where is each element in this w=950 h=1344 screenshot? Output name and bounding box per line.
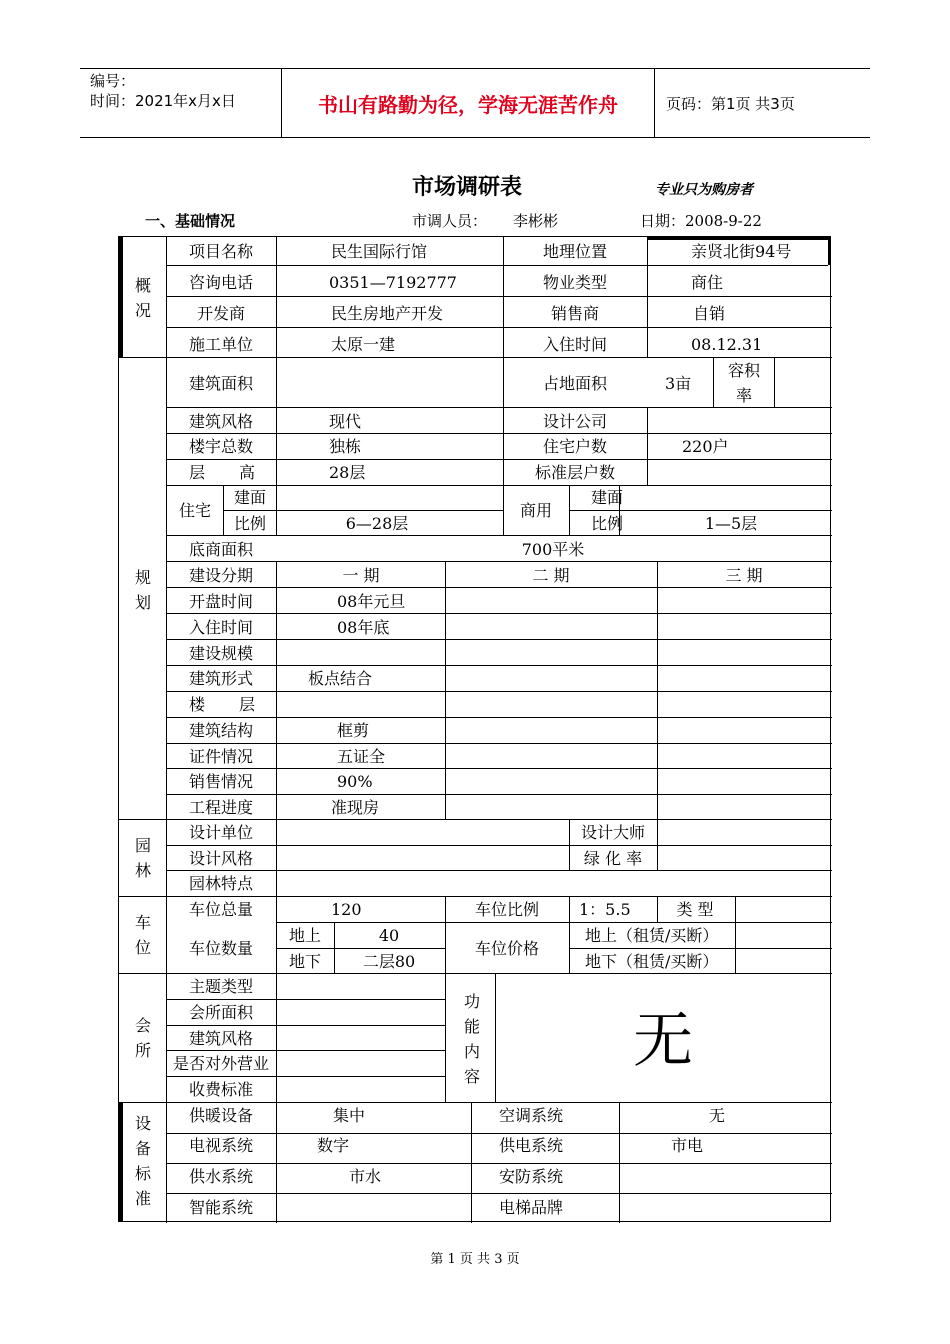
value-style: 现代: [329, 412, 362, 431]
phase-3: 三 期: [725, 566, 763, 585]
value-property-type: 商住: [691, 273, 724, 292]
label-green-rate: 绿 化 率: [583, 849, 643, 868]
value-progress: 准现房: [331, 798, 380, 817]
label-total-buildings: 楼宇总数: [188, 437, 254, 456]
label-std-floor: 标准层户数: [534, 463, 616, 482]
value-developer: 民生房地产开发: [331, 304, 444, 323]
label-garden-feature: 园林特点: [188, 874, 254, 893]
page-info: 页码：第1页 共3页: [666, 94, 795, 113]
label-heating: 供暖设备: [188, 1106, 254, 1125]
label-parking-ratio: 车位比例: [474, 900, 540, 919]
value-res-ratio: 6—28层: [345, 514, 409, 533]
label-developer: 开发商: [196, 304, 246, 323]
label-households: 住宅户数: [542, 437, 608, 456]
value-phone: 0351—7192777: [329, 273, 457, 292]
label-ac: 空调系统: [498, 1106, 564, 1125]
value-com-ratio: 1—5层: [704, 514, 758, 533]
label-move-in: 入住时间: [542, 335, 608, 354]
value-power: 市电: [671, 1136, 704, 1155]
phase-1: 一 期: [342, 566, 380, 585]
motto: 书山有路勤为径，学海无涯苦作舟: [318, 92, 618, 117]
value-parking-total: 120: [331, 900, 362, 919]
label-building-area: 建筑面积: [188, 374, 254, 393]
label-project-name: 项目名称: [188, 242, 254, 261]
time-label: 时间：2021年x月x日: [90, 92, 236, 110]
label-club-fee: 收费标准: [188, 1080, 254, 1099]
label-storey-2: 层: [239, 695, 256, 714]
section-overview: 概况: [134, 276, 151, 320]
label-phone: 咨询电话: [188, 273, 254, 292]
value-water: 市水: [349, 1167, 382, 1186]
label-builder: 施工单位: [188, 335, 254, 354]
page-title: 市场调研表: [412, 175, 523, 200]
label-style: 建筑风格: [188, 412, 254, 431]
section-club: 会所: [134, 1016, 151, 1060]
label-below: 地下: [288, 952, 322, 971]
value-form: 板点结合: [308, 669, 373, 688]
label-phase: 建设分期: [188, 566, 254, 585]
label-open-time: 开盘时间: [188, 592, 254, 611]
section-title: 一、基础情况: [145, 212, 236, 230]
value-floors: 28层: [329, 463, 366, 482]
label-above: 地上: [288, 926, 322, 945]
label-security: 安防系统: [498, 1167, 564, 1186]
value-ac: 无: [708, 1106, 726, 1125]
number-label: 编号：: [90, 72, 136, 90]
label-power: 供电系统: [498, 1136, 564, 1155]
label-far-1: 容积: [727, 361, 761, 380]
label-residential: 住宅: [179, 501, 212, 520]
label-club-theme: 主题类型: [188, 977, 254, 996]
value-land-area: 3亩: [665, 374, 692, 393]
value-certificate: 五证全: [337, 747, 386, 766]
value-households: 220户: [682, 437, 729, 456]
label-designer: 设计大师: [580, 823, 646, 842]
label-floors-1: 层: [189, 463, 206, 482]
section-garden: 园林: [134, 836, 151, 880]
value-tv: 数字: [317, 1136, 350, 1155]
label-com-build-area: 建面: [591, 488, 624, 507]
survey-date: 日期：2008-9-22: [640, 212, 762, 230]
label-res-ratio: 比例: [234, 514, 267, 533]
label-club-open: 是否对外营业: [172, 1054, 270, 1073]
section-planning: 规划: [134, 568, 151, 612]
label-commercial: 商用: [519, 501, 553, 520]
surveyor-name: 李彬彬: [513, 212, 559, 230]
label-parking-price: 车位价格: [474, 939, 540, 958]
value-parking-ratio: 1：5.5: [579, 900, 631, 919]
page-footer: 第 1 页 共 3 页: [430, 1252, 520, 1267]
value-heating: 集中: [333, 1106, 366, 1125]
above-rent: 地上（租赁/买断）: [585, 926, 719, 945]
label-parking-type: 类 型: [676, 900, 714, 919]
value-builder: 太原一建: [331, 335, 396, 354]
value-below: 二层80: [362, 952, 416, 971]
label-certificate: 证件情况: [188, 747, 254, 766]
value-seller: 自销: [693, 304, 726, 323]
label-smart: 智能系统: [188, 1198, 254, 1217]
label-design-unit: 设计单位: [188, 823, 254, 842]
label-far-2: 率: [735, 386, 753, 405]
phase-2: 二 期: [532, 566, 570, 585]
value-plan-move-in: 08年底: [337, 618, 390, 637]
value-structure: 框剪: [337, 721, 370, 740]
section-parking: 车位: [134, 913, 151, 957]
label-property-type: 物业类型: [542, 273, 608, 292]
label-base-area: 底商面积: [188, 540, 254, 559]
label-scale: 建设规模: [188, 644, 254, 663]
label-elevator: 电梯品牌: [498, 1198, 564, 1217]
value-above: 40: [378, 926, 400, 945]
label-plan-move-in: 入住时间: [188, 618, 254, 637]
label-structure: 建筑结构: [188, 721, 254, 740]
label-club-style: 建筑风格: [188, 1029, 254, 1048]
value-base-area: 700平米: [521, 540, 585, 559]
label-tv: 电视系统: [188, 1136, 254, 1155]
survey-table: [118, 236, 831, 1222]
value-open-time: 08年元旦: [337, 592, 406, 611]
label-design-style: 设计风格: [188, 849, 254, 868]
value-total-buildings: 独栋: [329, 437, 362, 456]
page-subtitle: 专业只为购房者: [655, 182, 753, 198]
label-parking-count: 车位数量: [188, 939, 254, 958]
below-rent: 地下（租赁/买断）: [585, 952, 719, 971]
value-location: 亲贤北街94号: [691, 242, 792, 261]
section-equipment: 设备标准: [134, 1114, 151, 1208]
value-move-in: 08.12.31: [691, 335, 763, 354]
label-form: 建筑形式: [188, 669, 254, 688]
label-location: 地理位置: [542, 242, 608, 261]
page-header: [80, 68, 870, 138]
label-water: 供水系统: [188, 1167, 254, 1186]
value-club-function: 无: [633, 1006, 693, 1076]
value-project-name: 民生国际行馆: [331, 242, 428, 261]
label-progress: 工程进度: [188, 798, 254, 817]
label-club-area: 会所面积: [188, 1003, 254, 1022]
label-com-ratio: 比例: [591, 514, 624, 533]
label-storey-1: 楼: [189, 695, 206, 714]
label-design-company: 设计公司: [542, 412, 608, 431]
surveyor-label: 市调人员：: [412, 212, 488, 230]
label-res-build-area: 建面: [234, 488, 267, 507]
value-sales: 90%: [337, 772, 373, 791]
header-meta: [90, 71, 236, 111]
label-sales: 销售情况: [188, 772, 254, 791]
label-floors-2: 高: [239, 463, 256, 482]
label-land-area: 占地面积: [542, 374, 608, 393]
label-parking-total: 车位总量: [188, 900, 254, 919]
label-seller: 销售商: [550, 304, 600, 323]
label-club-function: 功能内容: [463, 992, 480, 1086]
